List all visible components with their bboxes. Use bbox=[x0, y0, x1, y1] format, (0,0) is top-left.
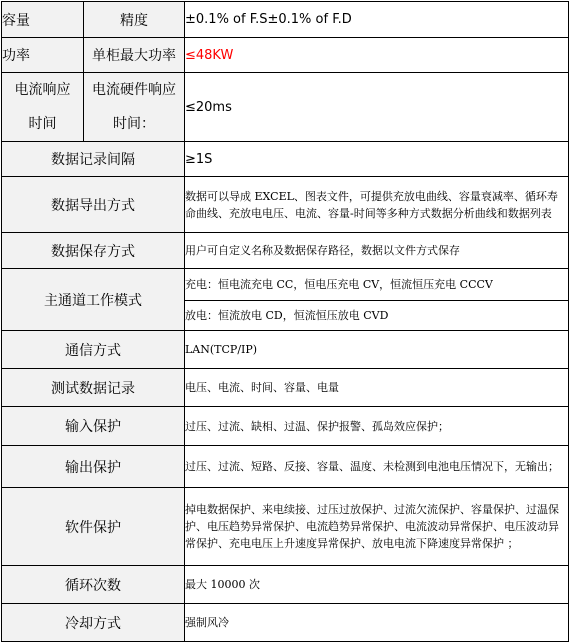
value-record-interval: ≥1S bbox=[185, 142, 569, 177]
value-save: 用户可自定义名称及数据保存路径，数据以文件方式保存 bbox=[185, 233, 569, 269]
row-cooling bbox=[2, 604, 569, 642]
row-communication bbox=[2, 331, 569, 369]
label-hardware-response-line2: 时间： bbox=[113, 116, 155, 132]
value-output-protection: 过压、过流、短路、反接、容量、温度、未检测到电池电压情况下，无输出； bbox=[185, 446, 569, 488]
value-accuracy: ±0.1% of F.S±0.1% of F.D bbox=[185, 2, 569, 38]
value-mode-charge: 充电：恒电流充电 CC，恒电压充电 CV，恒流恒压充电 CCCV bbox=[185, 269, 569, 301]
label-input-protection: 输入保护 bbox=[2, 407, 185, 446]
label-power: 功率 bbox=[2, 38, 84, 73]
label-hardware-response-line1: 电流硬件响应 bbox=[92, 82, 176, 98]
row-mode-charge bbox=[2, 269, 569, 301]
value-max-power: ≤48KW bbox=[185, 38, 569, 73]
value-software-protection: 掉电数据保护、来电续接、过压过放保护、过流欠流保护、容量保护、过温保护、电压趋势异常保护、电流趋势异常保护、电流波动异常保护、电压波动异常保护、充电电压上升速度异常保护、放电电流下降速度异常保护 ； bbox=[185, 488, 569, 566]
row-capacity bbox=[2, 2, 569, 38]
row-power bbox=[2, 38, 569, 73]
label-export: 数据导出方式 bbox=[2, 177, 185, 233]
value-mode-discharge: 放电：恒流放电 CD，恒流恒压放电 CVD bbox=[185, 301, 569, 331]
label-hardware-response bbox=[84, 73, 185, 142]
value-test-record: 电压、电流、时间、容量、电量 bbox=[185, 369, 569, 407]
label-software-protection: 软件保护 bbox=[2, 488, 185, 566]
label-current-response-line2: 时间 bbox=[28, 116, 57, 132]
label-cycle-count: 循环次数 bbox=[2, 566, 185, 604]
row-save bbox=[2, 233, 569, 269]
label-record-interval: 数据记录间隔 bbox=[2, 142, 185, 177]
value-response-time: ≤20ms bbox=[185, 73, 569, 142]
label-cooling: 冷却方式 bbox=[2, 604, 185, 642]
spec-table bbox=[1, 1, 569, 642]
value-communication: LAN(TCP/IP) bbox=[185, 331, 569, 369]
value-cooling: 强制风冷 bbox=[185, 604, 569, 642]
value-input-protection: 过压、过流、缺相、过温、保护报警、孤岛效应保护； bbox=[185, 407, 569, 446]
row-response-time bbox=[2, 73, 569, 142]
row-record-interval bbox=[2, 142, 569, 177]
label-output-protection: 输出保护 bbox=[2, 446, 185, 488]
value-cycle-count: 最大 10000 次 bbox=[185, 566, 569, 604]
label-work-mode: 主通道工作模式 bbox=[2, 269, 185, 331]
label-max-power: 单柜最大功率 bbox=[84, 38, 185, 73]
row-test-record bbox=[2, 369, 569, 407]
label-current-response-line1: 电流响应 bbox=[14, 82, 71, 98]
label-save: 数据保存方式 bbox=[2, 233, 185, 269]
label-capacity: 容量 bbox=[2, 2, 84, 38]
row-software-protection bbox=[2, 488, 569, 566]
row-cycle-count bbox=[2, 566, 569, 604]
label-accuracy: 精度 bbox=[84, 2, 185, 38]
row-output-protection bbox=[2, 446, 569, 488]
row-export bbox=[2, 177, 569, 233]
label-communication: 通信方式 bbox=[2, 331, 185, 369]
row-input-protection bbox=[2, 407, 569, 446]
label-test-record: 测试数据记录 bbox=[2, 369, 185, 407]
label-current-response bbox=[2, 73, 84, 142]
value-export: 数据可以导成 EXCEL、图表文件，可提供充放电曲线、容量衰减率、循环寿命曲线、充放电电压、电流、容量-时间等多种方式数据分析曲线和数据列表 bbox=[185, 177, 569, 233]
